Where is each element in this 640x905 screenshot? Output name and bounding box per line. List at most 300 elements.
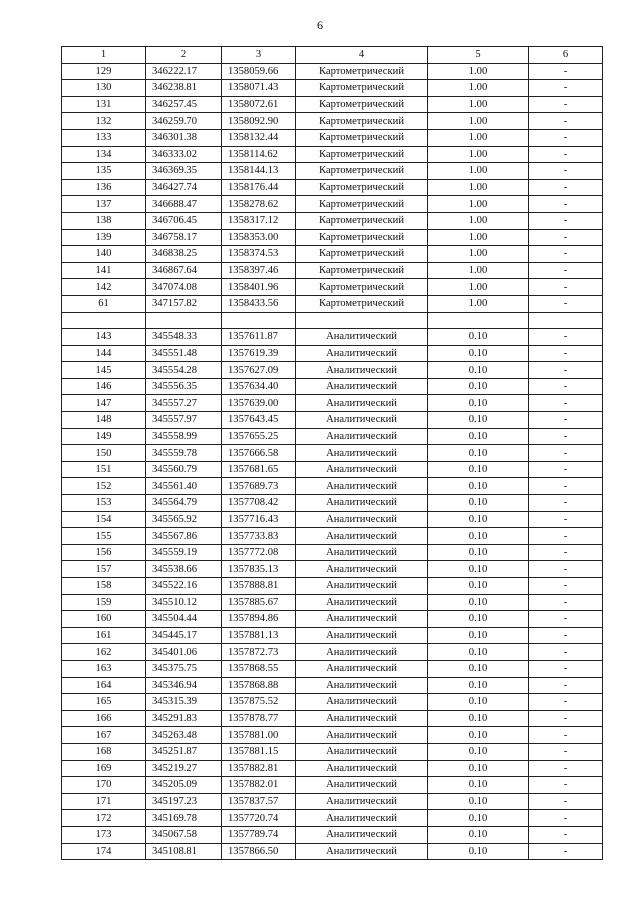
method-cell: Аналитический (296, 627, 428, 644)
point-number-cell: 144 (62, 345, 146, 362)
accuracy-cell: 0.10 (428, 478, 529, 495)
y-coordinate-cell: 1357634.40 (222, 378, 296, 395)
note-cell: - (529, 329, 603, 346)
point-number-cell: 166 (62, 710, 146, 727)
column-header: 5 (428, 47, 529, 64)
method-cell: Аналитический (296, 478, 428, 495)
x-coordinate-cell: 345551.48 (146, 345, 222, 362)
method-cell: Картометрический (296, 96, 428, 113)
note-cell: - (529, 743, 603, 760)
accuracy-cell: 0.10 (428, 810, 529, 827)
y-coordinate-cell: 1357681.65 (222, 461, 296, 478)
x-coordinate-cell: 345346.94 (146, 677, 222, 694)
x-coordinate-cell: 345205.09 (146, 777, 222, 794)
note-cell: - (529, 461, 603, 478)
note-cell: - (529, 179, 603, 196)
accuracy-cell: 0.10 (428, 345, 529, 362)
x-coordinate-cell: 345401.06 (146, 644, 222, 661)
accuracy-cell: 0.10 (428, 627, 529, 644)
x-coordinate-cell: 346706.45 (146, 212, 222, 229)
accuracy-cell: 0.10 (428, 495, 529, 512)
x-coordinate-cell: 345251.87 (146, 743, 222, 760)
note-cell: - (529, 495, 603, 512)
y-coordinate-cell: 1357689.73 (222, 478, 296, 495)
point-number-cell: 156 (62, 544, 146, 561)
table-row (62, 495, 603, 512)
y-coordinate-cell: 1358353.00 (222, 229, 296, 246)
x-coordinate-cell: 345219.27 (146, 760, 222, 777)
method-cell: Аналитический (296, 461, 428, 478)
x-coordinate-cell: 346838.25 (146, 246, 222, 263)
note-cell: - (529, 412, 603, 429)
point-number-cell: 134 (62, 146, 146, 163)
point-number-cell (62, 312, 146, 329)
accuracy-cell: 1.00 (428, 279, 529, 296)
table-row (62, 710, 603, 727)
y-coordinate-cell: 1357866.50 (222, 843, 296, 860)
method-cell: Аналитический (296, 578, 428, 595)
note-cell: - (529, 843, 603, 860)
table-row (62, 445, 603, 462)
accuracy-cell: 0.10 (428, 594, 529, 611)
table-row (62, 196, 603, 213)
table-row (62, 362, 603, 379)
note-cell: - (529, 644, 603, 661)
note-cell: - (529, 80, 603, 97)
x-coordinate-cell: 347157.82 (146, 295, 222, 312)
x-coordinate-cell: 345565.92 (146, 511, 222, 528)
x-coordinate-cell: 345538.66 (146, 561, 222, 578)
x-coordinate-cell: 345522.16 (146, 578, 222, 595)
y-coordinate-cell: 1357619.39 (222, 345, 296, 362)
accuracy-cell: 1.00 (428, 196, 529, 213)
x-coordinate-cell: 345556.35 (146, 378, 222, 395)
y-coordinate-cell: 1357894.86 (222, 611, 296, 628)
method-cell: Картометрический (296, 229, 428, 246)
accuracy-cell: 1.00 (428, 80, 529, 97)
note-cell: - (529, 660, 603, 677)
method-cell: Аналитический (296, 445, 428, 462)
note-cell: - (529, 611, 603, 628)
header-row (62, 47, 603, 64)
method-cell: Картометрический (296, 146, 428, 163)
method-cell: Аналитический (296, 760, 428, 777)
point-number-cell: 171 (62, 793, 146, 810)
point-number-cell: 129 (62, 63, 146, 80)
table-row (62, 611, 603, 628)
point-number-cell: 146 (62, 378, 146, 395)
accuracy-cell: 1.00 (428, 129, 529, 146)
x-coordinate-cell: 345169.78 (146, 810, 222, 827)
y-coordinate-cell: 1358072.61 (222, 96, 296, 113)
point-number-cell: 137 (62, 196, 146, 213)
y-coordinate-cell: 1358397.46 (222, 262, 296, 279)
table-row (62, 428, 603, 445)
note-cell: - (529, 378, 603, 395)
x-coordinate-cell: 346301.38 (146, 129, 222, 146)
point-number-cell: 169 (62, 760, 146, 777)
table-row (62, 677, 603, 694)
table-row (62, 743, 603, 760)
table-row (62, 660, 603, 677)
y-coordinate-cell: 1357881.00 (222, 727, 296, 744)
point-number-cell: 150 (62, 445, 146, 462)
column-header: 1 (62, 47, 146, 64)
accuracy-cell: 0.10 (428, 544, 529, 561)
table-header (62, 47, 603, 64)
accuracy-cell: 0.10 (428, 329, 529, 346)
x-coordinate-cell: 346222.17 (146, 63, 222, 80)
x-coordinate-cell: 345559.19 (146, 544, 222, 561)
y-coordinate-cell: 1358374.53 (222, 246, 296, 263)
x-coordinate-cell: 345067.58 (146, 826, 222, 843)
note-cell: - (529, 262, 603, 279)
method-cell: Аналитический (296, 528, 428, 545)
note-cell (529, 312, 603, 329)
accuracy-cell: 0.10 (428, 727, 529, 744)
accuracy-cell: 0.10 (428, 743, 529, 760)
y-coordinate-cell: 1358059.66 (222, 63, 296, 80)
method-cell: Аналитический (296, 345, 428, 362)
note-cell: - (529, 212, 603, 229)
x-coordinate-cell: 346369.35 (146, 163, 222, 180)
y-coordinate-cell: 1358176.44 (222, 179, 296, 196)
point-number-cell: 168 (62, 743, 146, 760)
point-number-cell: 147 (62, 395, 146, 412)
point-number-cell: 136 (62, 179, 146, 196)
accuracy-cell: 0.10 (428, 461, 529, 478)
point-number-cell: 165 (62, 694, 146, 711)
accuracy-cell: 0.10 (428, 511, 529, 528)
x-coordinate-cell: 345561.40 (146, 478, 222, 495)
accuracy-cell: 1.00 (428, 229, 529, 246)
method-cell: Аналитический (296, 677, 428, 694)
table-row (62, 826, 603, 843)
y-coordinate-cell: 1357835.13 (222, 561, 296, 578)
note-cell: - (529, 793, 603, 810)
point-number-cell: 153 (62, 495, 146, 512)
x-coordinate-cell: 345554.28 (146, 362, 222, 379)
x-coordinate-cell: 345504.44 (146, 611, 222, 628)
method-cell: Картометрический (296, 113, 428, 130)
x-coordinate-cell (146, 312, 222, 329)
point-number-cell: 154 (62, 511, 146, 528)
note-cell: - (529, 146, 603, 163)
table-row (62, 113, 603, 130)
note-cell: - (529, 760, 603, 777)
accuracy-cell: 0.10 (428, 843, 529, 860)
point-number-cell: 145 (62, 362, 146, 379)
table-row (62, 163, 603, 180)
x-coordinate-cell: 345548.33 (146, 329, 222, 346)
y-coordinate-cell: 1357868.55 (222, 660, 296, 677)
x-coordinate-cell: 346758.17 (146, 229, 222, 246)
y-coordinate-cell: 1358317.12 (222, 212, 296, 229)
accuracy-cell: 0.10 (428, 793, 529, 810)
point-number-cell: 159 (62, 594, 146, 611)
table-row (62, 544, 603, 561)
x-coordinate-cell: 346688.47 (146, 196, 222, 213)
accuracy-cell: 1.00 (428, 113, 529, 130)
y-coordinate-cell: 1357872.73 (222, 644, 296, 661)
table-row (62, 561, 603, 578)
y-coordinate-cell: 1358071.43 (222, 80, 296, 97)
table-row (62, 644, 603, 661)
note-cell: - (529, 677, 603, 694)
table-row (62, 627, 603, 644)
note-cell: - (529, 362, 603, 379)
method-cell: Аналитический (296, 561, 428, 578)
method-cell: Аналитический (296, 826, 428, 843)
table-row (62, 212, 603, 229)
table-row (62, 129, 603, 146)
y-coordinate-cell: 1357708.42 (222, 495, 296, 512)
note-cell: - (529, 279, 603, 296)
note-cell: - (529, 96, 603, 113)
method-cell: Картометрический (296, 279, 428, 296)
note-cell: - (529, 826, 603, 843)
y-coordinate-cell: 1358144.13 (222, 163, 296, 180)
accuracy-cell: 0.10 (428, 777, 529, 794)
point-number-cell: 155 (62, 528, 146, 545)
point-number-cell: 160 (62, 611, 146, 628)
x-coordinate-cell: 346427.74 (146, 179, 222, 196)
method-cell: Аналитический (296, 395, 428, 412)
accuracy-cell: 0.10 (428, 760, 529, 777)
table-row (62, 378, 603, 395)
y-coordinate-cell: 1357716.43 (222, 511, 296, 528)
accuracy-cell: 0.10 (428, 378, 529, 395)
y-coordinate-cell: 1357655.25 (222, 428, 296, 445)
table-row (62, 727, 603, 744)
accuracy-cell (428, 312, 529, 329)
note-cell: - (529, 578, 603, 595)
method-cell: Картометрический (296, 179, 428, 196)
accuracy-cell: 0.10 (428, 362, 529, 379)
page-number: 6 (317, 18, 323, 32)
method-cell: Аналитический (296, 793, 428, 810)
y-coordinate-cell: 1357875.52 (222, 694, 296, 711)
accuracy-cell: 0.10 (428, 395, 529, 412)
table-row (62, 843, 603, 860)
table-row (62, 461, 603, 478)
note-cell: - (529, 129, 603, 146)
accuracy-cell: 0.10 (428, 611, 529, 628)
point-number-cell: 142 (62, 279, 146, 296)
point-number-cell: 140 (62, 246, 146, 263)
accuracy-cell: 0.10 (428, 412, 529, 429)
y-coordinate-cell: 1357881.13 (222, 627, 296, 644)
y-coordinate-cell: 1357878.77 (222, 710, 296, 727)
y-coordinate-cell: 1357882.81 (222, 760, 296, 777)
table-row (62, 63, 603, 80)
x-coordinate-cell: 346259.70 (146, 113, 222, 130)
note-cell: - (529, 627, 603, 644)
note-cell: - (529, 777, 603, 794)
x-coordinate-cell: 345559.78 (146, 445, 222, 462)
note-cell: - (529, 810, 603, 827)
point-number-cell: 148 (62, 412, 146, 429)
x-coordinate-cell: 345557.97 (146, 412, 222, 429)
coordinates-table (61, 46, 603, 860)
y-coordinate-cell: 1357881.15 (222, 743, 296, 760)
method-cell: Картометрический (296, 163, 428, 180)
y-coordinate-cell (222, 312, 296, 329)
y-coordinate-cell: 1357639.00 (222, 395, 296, 412)
table-row (62, 345, 603, 362)
x-coordinate-cell: 345558.99 (146, 428, 222, 445)
table-row (62, 412, 603, 429)
method-cell: Картометрический (296, 246, 428, 263)
point-number-cell: 164 (62, 677, 146, 694)
y-coordinate-cell: 1358278.62 (222, 196, 296, 213)
method-cell: Аналитический (296, 495, 428, 512)
method-cell: Аналитический (296, 378, 428, 395)
table-row (62, 229, 603, 246)
method-cell: Картометрический (296, 262, 428, 279)
y-coordinate-cell: 1357888.81 (222, 578, 296, 595)
accuracy-cell: 0.10 (428, 826, 529, 843)
point-number-cell: 167 (62, 727, 146, 744)
note-cell: - (529, 196, 603, 213)
method-cell: Аналитический (296, 428, 428, 445)
note-cell: - (529, 528, 603, 545)
x-coordinate-cell: 346238.81 (146, 80, 222, 97)
method-cell: Аналитический (296, 329, 428, 346)
point-number-cell: 141 (62, 262, 146, 279)
point-number-cell: 143 (62, 329, 146, 346)
note-cell: - (529, 113, 603, 130)
y-coordinate-cell: 1357837.57 (222, 793, 296, 810)
accuracy-cell: 0.10 (428, 694, 529, 711)
method-cell: Картометрический (296, 80, 428, 97)
y-coordinate-cell: 1358132.44 (222, 129, 296, 146)
point-number-cell: 170 (62, 777, 146, 794)
x-coordinate-cell: 345375.75 (146, 660, 222, 677)
note-cell: - (529, 594, 603, 611)
note-cell: - (529, 694, 603, 711)
method-cell: Аналитический (296, 743, 428, 760)
note-cell: - (529, 345, 603, 362)
point-number-cell: 163 (62, 660, 146, 677)
x-coordinate-cell: 345263.48 (146, 727, 222, 744)
column-header: 2 (146, 47, 222, 64)
accuracy-cell: 0.10 (428, 660, 529, 677)
accuracy-cell: 0.10 (428, 561, 529, 578)
note-cell: - (529, 229, 603, 246)
method-cell: Аналитический (296, 644, 428, 661)
table-row (62, 312, 603, 329)
note-cell: - (529, 710, 603, 727)
accuracy-cell: 1.00 (428, 246, 529, 263)
x-coordinate-cell: 345560.79 (146, 461, 222, 478)
point-number-cell: 174 (62, 843, 146, 860)
note-cell: - (529, 478, 603, 495)
table-row (62, 478, 603, 495)
point-number-cell: 151 (62, 461, 146, 478)
table-row (62, 578, 603, 595)
y-coordinate-cell: 1358433.56 (222, 295, 296, 312)
y-coordinate-cell: 1358401.96 (222, 279, 296, 296)
point-number-cell: 131 (62, 96, 146, 113)
x-coordinate-cell: 345567.86 (146, 528, 222, 545)
table-row (62, 694, 603, 711)
method-cell: Аналитический (296, 843, 428, 860)
method-cell: Аналитический (296, 710, 428, 727)
note-cell: - (529, 727, 603, 744)
note-cell: - (529, 163, 603, 180)
table-row (62, 793, 603, 810)
method-cell: Картометрический (296, 196, 428, 213)
y-coordinate-cell: 1357885.67 (222, 594, 296, 611)
x-coordinate-cell: 345510.12 (146, 594, 222, 611)
point-number-cell: 135 (62, 163, 146, 180)
point-number-cell: 172 (62, 810, 146, 827)
point-number-cell: 138 (62, 212, 146, 229)
note-cell: - (529, 445, 603, 462)
method-cell: Аналитический (296, 412, 428, 429)
y-coordinate-cell: 1358114.62 (222, 146, 296, 163)
x-coordinate-cell: 345564.79 (146, 495, 222, 512)
method-cell: Аналитический (296, 544, 428, 561)
table-row (62, 262, 603, 279)
accuracy-cell: 1.00 (428, 146, 529, 163)
y-coordinate-cell: 1357611.87 (222, 329, 296, 346)
x-coordinate-cell: 346867.64 (146, 262, 222, 279)
table-row (62, 279, 603, 296)
x-coordinate-cell: 345197.23 (146, 793, 222, 810)
method-cell: Картометрический (296, 129, 428, 146)
table-row (62, 511, 603, 528)
point-number-cell: 61 (62, 295, 146, 312)
note-cell: - (529, 511, 603, 528)
point-number-cell: 162 (62, 644, 146, 661)
column-header: 6 (529, 47, 603, 64)
column-header: 4 (296, 47, 428, 64)
x-coordinate-cell: 345557.27 (146, 395, 222, 412)
point-number-cell: 139 (62, 229, 146, 246)
y-coordinate-cell: 1358092.90 (222, 113, 296, 130)
method-cell: Аналитический (296, 694, 428, 711)
note-cell: - (529, 246, 603, 263)
accuracy-cell: 1.00 (428, 295, 529, 312)
method-cell: Картометрический (296, 212, 428, 229)
method-cell: Картометрический (296, 63, 428, 80)
x-coordinate-cell: 346333.02 (146, 146, 222, 163)
accuracy-cell: 0.10 (428, 445, 529, 462)
accuracy-cell: 1.00 (428, 262, 529, 279)
table-row (62, 246, 603, 263)
note-cell: - (529, 63, 603, 80)
point-number-cell: 157 (62, 561, 146, 578)
point-number-cell: 161 (62, 627, 146, 644)
method-cell: Аналитический (296, 611, 428, 628)
table-row (62, 528, 603, 545)
table-row (62, 594, 603, 611)
method-cell: Аналитический (296, 810, 428, 827)
y-coordinate-cell: 1357868.88 (222, 677, 296, 694)
x-coordinate-cell: 345315.39 (146, 694, 222, 711)
note-cell: - (529, 395, 603, 412)
y-coordinate-cell: 1357720.74 (222, 810, 296, 827)
accuracy-cell: 0.10 (428, 677, 529, 694)
table-row (62, 810, 603, 827)
method-cell: Аналитический (296, 511, 428, 528)
y-coordinate-cell: 1357789.74 (222, 826, 296, 843)
x-coordinate-cell: 345108.81 (146, 843, 222, 860)
accuracy-cell: 1.00 (428, 212, 529, 229)
point-number-cell: 133 (62, 129, 146, 146)
